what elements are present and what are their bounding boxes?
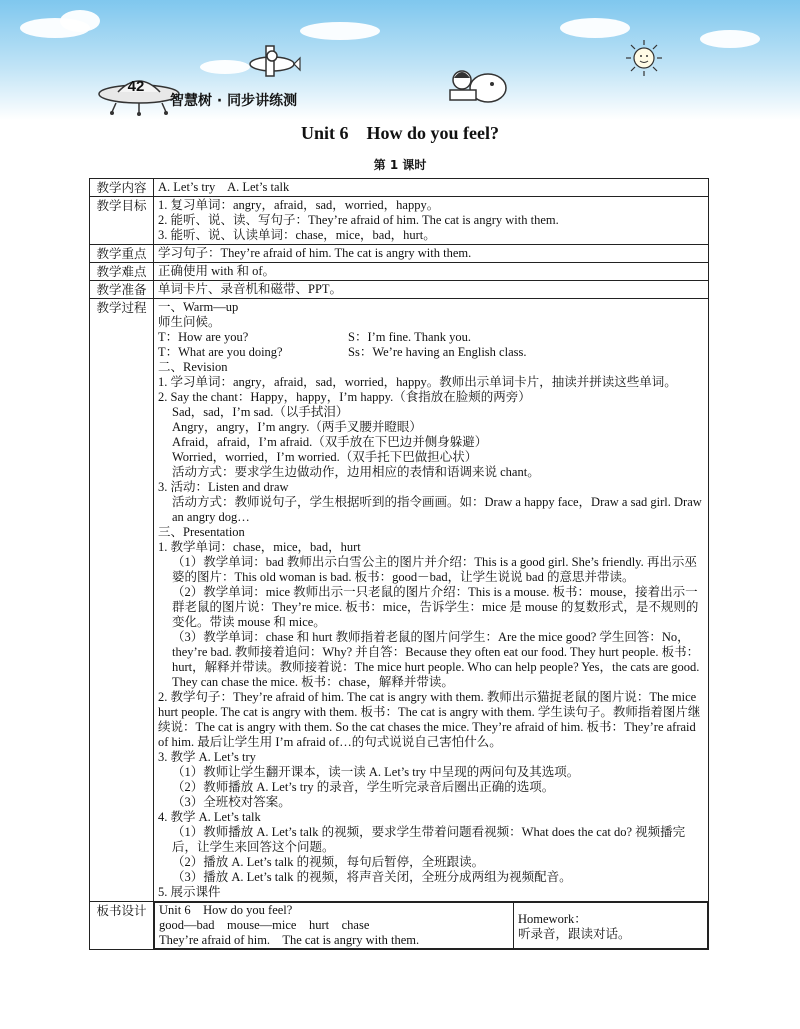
section-heading: 三、Presentation — [158, 525, 245, 539]
row-key-points — [90, 245, 709, 263]
chant-line: Sad，sad，I’m sad.（以手拭泪） — [172, 405, 349, 419]
row-label: 教学内容 — [90, 179, 154, 197]
step-text: （3）全班校对答案。 — [172, 795, 291, 809]
key-text: 学习句子：They’re afraid of him. The cat is angry with them. — [158, 246, 472, 260]
board-line: good—bad mouse—mice hurt chase — [159, 918, 370, 932]
difficulty-text: 正确使用 with 和 of。 — [158, 264, 276, 278]
step-text: （3）教学单词：chase 和 hurt 教师指着老鼠的图片问学生：Are the mice good? 学生回答：No，they’re bad. 教师接着追问：Why? 并自答：Because they often eat our food. They hurt people. 板书：hurt，解释并带读。教师接着说：The mice hurt people. Who can help people? Yes，the cats are good. They can chase the mice. 板书：chase，解释并带读。 — [172, 630, 700, 689]
child-reading-icon — [440, 58, 510, 108]
goal-line: 3. 能听、说、认读单词：chase，mice，bad，hurt。 — [158, 228, 436, 242]
homework-text: 听录音，跟读对话。 — [518, 927, 631, 941]
row-preparation — [90, 281, 709, 299]
row-label: 教学难点 — [90, 263, 154, 281]
dialogue-line — [158, 345, 704, 360]
airplane-icon — [242, 40, 302, 80]
goal-line: 1. 复习单词：angry，afraid，sad，worried，happy。 — [158, 198, 440, 212]
dialogue-line — [158, 330, 704, 345]
step-text: （1）教学单词：bad 教师出示白雪公主的图片并介绍：This is a good girl. She’s friendly. 再出示巫婆的图片：This old woman is bad. 板书：good－bad，让学生说说 bad 的意思并带读。 — [172, 555, 697, 584]
step-text: （2）播放 A. Let’s talk 的视频，每句后暂停，全班跟读。 — [172, 855, 485, 869]
row-board-design — [90, 902, 709, 950]
sun-icon — [624, 38, 664, 78]
lesson-plan-table — [89, 178, 709, 950]
step-text: 3. 活动：Listen and draw — [158, 480, 289, 494]
dialogue-student: S：I’m fine. Thank you. — [348, 330, 472, 344]
series-title: 智慧树 · 同步讲练测 — [170, 93, 298, 109]
step-text: 2. Say the chant：Happy，happy，I’m happy.（食指放在脸颊的两旁） — [158, 390, 531, 404]
cloud-decoration — [300, 22, 380, 40]
row-content — [90, 179, 709, 197]
board-line: They’re afraid of him. The cat is angry with them. — [159, 933, 420, 947]
section-heading: 二、Revision — [158, 360, 228, 374]
row-label: 教学目标 — [90, 197, 154, 245]
prep-text: 单词卡片、录音机和磁带、PPT。 — [158, 282, 343, 296]
lesson-number: 第 1 课时 — [373, 158, 427, 172]
unit-title: Unit 6 How do you feel? — [301, 123, 499, 143]
row-goals — [90, 197, 709, 245]
section-heading: 一、Warm—up — [158, 300, 239, 314]
cloud-decoration — [700, 30, 760, 48]
step-text: 活动方式：教师说句子，学生根据听到的指令画画。如：Draw a happy face，Draw a sad girl. Draw an angry dog… — [172, 495, 702, 524]
board-design-inner — [154, 902, 708, 949]
dialogue-student: Ss：We’re having an English class. — [348, 345, 527, 359]
cloud-decoration — [60, 10, 100, 32]
chant-line: 活动方式：要求学生边做动作，边用相应的表情和语调来说 chant。 — [172, 465, 540, 479]
step-text: 1. 学习单词：angry，afraid，sad，worried，happy。教师出示单词卡片，抽读并拼读这些单词。 — [158, 375, 677, 389]
step-text: （3）播放 A. Let’s talk 的视频，将声音关闭，全班分成两组为视频配音。 — [172, 870, 572, 884]
chant-line: Worried，worried，I’m worried.（双手托下巴做担心状） — [172, 450, 478, 464]
row-process — [90, 299, 709, 902]
dialogue-teacher: T：How are you? — [158, 330, 249, 344]
content-text: A. Let’s try A. Let’s talk — [158, 180, 290, 194]
step-text: 5. 展示课件 — [158, 885, 221, 899]
text-line: 师生问候。 — [158, 315, 221, 329]
page-number: 42 — [127, 78, 145, 95]
step-text: 3. 教学 A. Let’s try — [158, 750, 256, 764]
chant-line: Afraid，afraid，I’m afraid.（双手放在下巴边并侧身躲避） — [172, 435, 488, 449]
row-label: 板书设计 — [90, 902, 154, 950]
row-label: 教学准备 — [90, 281, 154, 299]
step-text: （1）教师让学生翻开课本，读一读 A. Let’s try 中呈现的两问句及其选项。 — [172, 765, 580, 779]
goal-line: 2. 能听、说、读、写句子：They’re afraid of him. The cat is angry with them. — [158, 213, 559, 227]
homework-title: Homework： — [518, 912, 587, 926]
row-difficulty — [90, 263, 709, 281]
board-line: Unit 6 How do you feel? — [159, 903, 293, 917]
step-text: （2）教师播放 A. Let’s try 的录音，学生听完录音后圈出正确的选项。 — [172, 780, 555, 794]
row-label: 教学过程 — [90, 299, 154, 902]
step-text: 1. 教学单词：chase，mice，bad，hurt — [158, 540, 361, 554]
chant-line: Angry，angry，I’m angry.（两手叉腰并瞪眼） — [172, 420, 422, 434]
step-text: （2）教学单词：mice 教师出示一只老鼠的图片介绍：This is a mouse. 板书：mouse，接着出示一群老鼠的图片说：They’re mice. 板书：mice，告诉学生：mice 是 mouse 的复数形式，是不规则的变化。带读 mouse 和 mice。 — [172, 585, 699, 629]
row-label: 教学重点 — [90, 245, 154, 263]
cloud-decoration — [560, 18, 630, 38]
step-text: （1）教师播放 A. Let’s talk 的视频，要求学生带着问题看视频：What does the cat do? 视频播完后，让学生来回答这个问题。 — [172, 825, 686, 854]
step-text: 2. 教学句子：They’re afraid of him. The cat is angry with them. 教师出示猫捉老鼠的图片说：The mice hurt people. The cat is angry with them. 板书：The cat is angry with them. 学生读句子。教师指着图片继续说：The cat is angry with them. So the cat chases the mice. They’re afraid of him. 板书：They’re afraid of him. 最后让学生用 I’m afraid of…的句式说说自己害怕什么。 — [158, 690, 701, 749]
step-text: 4. 教学 A. Let’s talk — [158, 810, 261, 824]
dialogue-teacher: T：What are you doing? — [158, 345, 283, 359]
